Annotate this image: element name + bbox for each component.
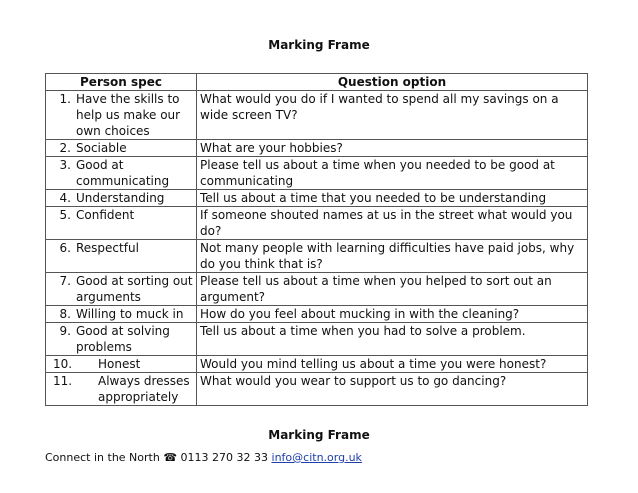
person-spec-cell	[46, 157, 197, 190]
person-spec-cell	[46, 306, 197, 323]
person-spec-cell	[46, 323, 197, 356]
row-number: 9.	[59, 324, 71, 338]
person-spec-text: Always dresses appropriately	[98, 374, 190, 404]
person-spec-text: Willing to muck in	[76, 307, 184, 321]
column-header-question-option: Question option	[197, 74, 588, 91]
person-spec-text: Good at solving problems	[76, 324, 170, 354]
person-spec-cell	[46, 240, 197, 273]
question-cell: Please tell us about a time when you needed to be good at communicating	[197, 157, 588, 190]
person-spec-text: Sociable	[76, 141, 127, 155]
marking-frame-table	[45, 73, 588, 406]
question-cell: Not many people with learning difficulties have paid jobs, why do you think that is?	[197, 240, 588, 273]
person-spec-text: Good at sorting out arguments	[76, 274, 193, 304]
table-row	[46, 373, 588, 406]
table-row	[46, 140, 588, 157]
row-number: 4.	[59, 191, 71, 205]
table-row	[46, 306, 588, 323]
table-row	[46, 91, 588, 140]
person-spec-text: Have the skills to help us make our own choices	[76, 92, 181, 138]
person-spec-text: Good at communicating	[76, 158, 170, 188]
question-cell: How do you feel about mucking in with the cleaning?	[197, 306, 588, 323]
person-spec-text: Honest	[98, 357, 141, 371]
person-spec-cell	[46, 207, 197, 240]
row-number: 6.	[59, 241, 71, 255]
table-row	[46, 356, 588, 373]
page-title: Marking Frame	[268, 38, 370, 52]
person-spec-cell	[46, 190, 197, 207]
table-row	[46, 240, 588, 273]
org-name: Connect in the North	[45, 451, 160, 464]
row-number: 5.	[59, 208, 71, 222]
phone-icon: ☎	[163, 451, 178, 464]
footer-contact	[45, 451, 362, 464]
person-spec-text: Respectful	[76, 241, 139, 255]
email-link[interactable]: info@citn.org.uk	[271, 451, 362, 464]
table-row	[46, 273, 588, 306]
person-spec-cell	[46, 140, 197, 157]
person-spec-cell	[46, 273, 197, 306]
question-cell: Tell us about a time that you needed to be understanding	[197, 190, 588, 207]
person-spec-text: Confident	[76, 208, 135, 222]
row-number: 3.	[59, 158, 71, 172]
question-cell: What would you wear to support us to go dancing?	[197, 373, 588, 406]
row-number: 10.	[53, 357, 73, 371]
person-spec-text: Understanding	[76, 191, 165, 205]
row-number: 8.	[59, 307, 71, 321]
row-number: 7.	[59, 274, 71, 288]
row-number: 1.	[59, 92, 71, 106]
row-number: 2.	[59, 141, 71, 155]
person-spec-cell	[46, 356, 197, 373]
table-header-row	[46, 74, 588, 91]
table-row	[46, 323, 588, 356]
footer-title: Marking Frame	[268, 428, 370, 442]
table-row	[46, 190, 588, 207]
question-cell: If someone shouted names at us in the street what would you do?	[197, 207, 588, 240]
row-number: 11.	[53, 374, 73, 388]
person-spec-cell	[46, 373, 197, 406]
question-cell: Tell us about a time when you had to solve a problem.	[197, 323, 588, 356]
question-cell: What are your hobbies?	[197, 140, 588, 157]
column-header-person-spec: Person spec	[46, 74, 197, 91]
person-spec-cell	[46, 91, 197, 140]
table-row	[46, 207, 588, 240]
question-cell: Would you mind telling us about a time you were honest?	[197, 356, 588, 373]
question-cell: What would you do if I wanted to spend all my savings on a wide screen TV?	[197, 91, 588, 140]
table-row	[46, 157, 588, 190]
question-cell: Please tell us about a time when you helped to sort out an argument?	[197, 273, 588, 306]
phone-number: 0113 270 32 33	[180, 451, 269, 464]
